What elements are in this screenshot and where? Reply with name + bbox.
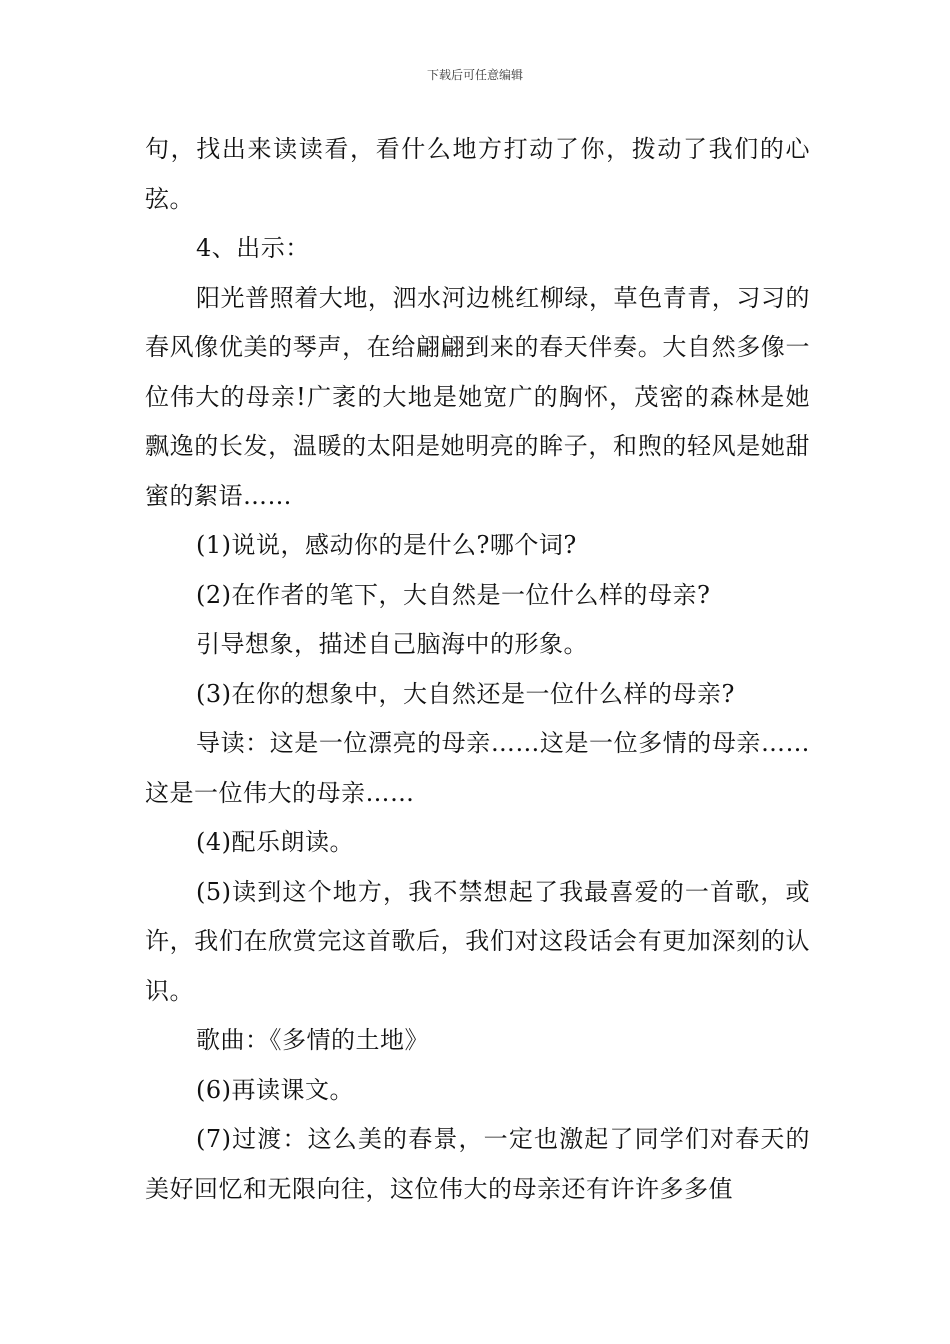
paragraph-2: 4、出示： [196, 234, 310, 262]
paragraph-6: 引导想象，描述自己脑海中的形象。 [196, 630, 588, 658]
paragraph-1: 句，找出来读读看，看什么地方打动了你，拨动了我们的心弦。 [145, 135, 810, 213]
paragraph-5: (2)在作者的笔下，大自然是一位什么样的母亲? [196, 580, 711, 609]
paragraph-13: (7)过渡：这么美的春景，一定也激起了同学们对春天的美好回忆和无限向往，这位伟大的母亲还有许许多多值 [145, 1125, 810, 1203]
paragraph-9: (4)配乐朗读。 [196, 828, 354, 856]
paragraph-12: (6)再读课文。 [196, 1075, 354, 1104]
document-body [145, 125, 810, 1214]
paragraph-11: 歌曲：《多情的土地》 [196, 1026, 429, 1054]
page-header-note: 下载后可任意编辑 [426, 68, 523, 82]
paragraph-3: 阳光普照着大地，泗水河边桃红柳绿，草色青青，习习的春风像优美的琴声，在给翩翩到来的春天伴奏。大自然多像一位伟大的母亲!广袤的大地是她宽广的胸怀，茂密的森林是她飘逸的长发，温暖的太阳是她明亮的眸子，和煦的轻风是她甜蜜的絮语…… [145, 283, 810, 510]
paragraph-7: (3)在你的想象中，大自然还是一位什么样的母亲? [196, 679, 735, 708]
paragraph-4: (1)说说，感动你的是什么?哪个词? [196, 531, 577, 559]
paragraph-8: 导读：这是一位漂亮的母亲……这是一位多情的母亲……这是一位伟大的母亲…… [145, 729, 810, 807]
paragraph-10: (5)读到这个地方，我不禁想起了我最喜爱的一首歌，或许，我们在欣赏完这首歌后，我们对这段话会有更加深刻的认识。 [145, 877, 810, 1005]
